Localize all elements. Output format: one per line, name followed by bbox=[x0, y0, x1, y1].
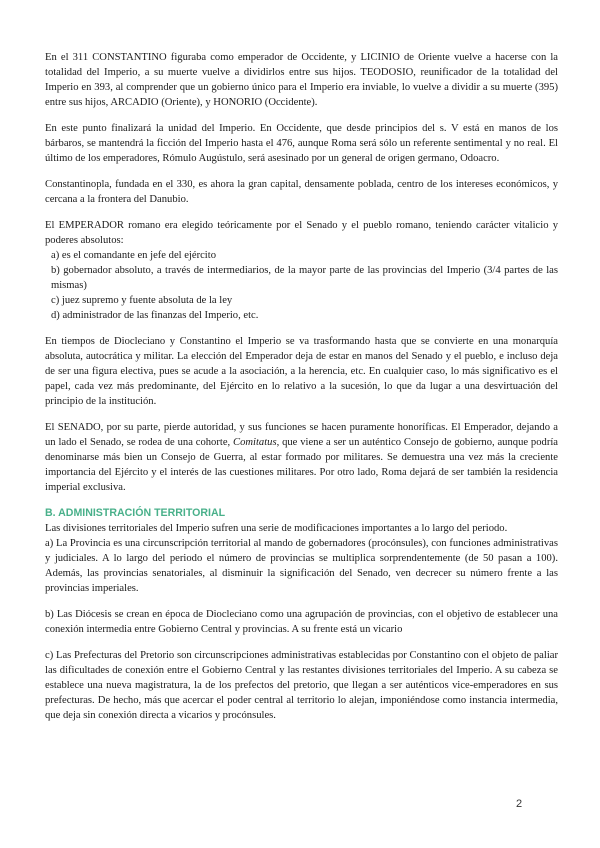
paragraph-constantinopla: Constantinopla, fundada en el 330, es ahora la gran capital, densamente poblada, centro de los intereses económicos, y cercana a la frontera del Danubio. bbox=[45, 179, 558, 205]
paragraph-constantino: En el 311 CONSTANTINO figuraba como emperador de Occidente, y LICINIO de Oriente vuelve a hacerse con la totalidad del Imperio, a su muerte vuelve a dividirlos entre sus hijos. TEODOSIO, reunificador de la totalidad del Imperio en 393, al comprender que un gobierno único para el Imperio era inviable, lo vuelve a dividir a su muerte (395) entre sus hijos, ARCADIO (Oriente), y HONORIO (Occidente). bbox=[45, 52, 558, 108]
list-item: c) juez supremo y fuente absoluta de la ley bbox=[51, 295, 233, 306]
section-intro: Las divisiones territoriales del Imperio sufren una serie de modificaciones importantes a lo largo del periodo. bbox=[45, 523, 508, 534]
page-number: 2 bbox=[516, 798, 523, 810]
paragraph-provincia: a) La Provincia es una circunscripción territorial al mando de gobernadores (procónsules), con funciones administrativas y judiciales. A lo largo del periodo el número de provincias se multiplica sorprendentemente (de 50 pasan a 100). Además, las provincias senatoriales, al disminuir la significación del Senado, ven decrecer su número frente a las provincias imperiales. bbox=[45, 538, 558, 594]
emperador-powers-list bbox=[45, 248, 558, 323]
list-item: d) administrador de las finanzas del Imperio, etc. bbox=[51, 310, 259, 321]
paragraph-fin-unidad: En este punto finalizará la unidad del Imperio. En Occidente, que desde principios del s. V está en manos de los bárbaros, se mantendrá la ficción del Imperio hasta el 476, aunque Roma será sólo un referente sentimental y no real. El último de los emperadores, Rómulo Augústulo, será asesinado por un general de origen germano, Odoacro. bbox=[45, 123, 558, 164]
senado-text-end: , que viene a ser un auténtico Consejo de gobierno, aunque podría denominarse más bien un Consejo de Guerra, al estar formado por militares. Se demuestra una vez más la creciente importancia del Ejército y el interés de las cuestiones militares. Por otro lado, Roma dejará de ser también la residencia imperial exclusiva. bbox=[45, 437, 558, 493]
page-content bbox=[45, 50, 558, 723]
paragraph-senado bbox=[45, 420, 558, 495]
section-heading: B. ADMINISTRACIÓN TERRITORIAL bbox=[45, 507, 226, 519]
paragraph-diocesis: b) Las Diócesis se crean en época de Diocleciano como una agrupación de provincias, con el objetivo de establecer una conexión intermedia entre Gobierno Central y provincias. A su frente está un vicario bbox=[45, 609, 558, 635]
list-item: b) gobernador absoluto, a través de intermediarios, de la mayor parte de las provincias del Imperio (3/4 partes de las mismas) bbox=[51, 265, 558, 291]
senado-text-start: El SENADO, por su parte, pierde autoridad, y sus funciones se hacen puramente honoríficas. El Emperador, dejando a un lado el Senado, se rodea de una cohorte, bbox=[45, 422, 558, 448]
list-item: a) es el comandante en jefe del ejército bbox=[51, 250, 216, 261]
paragraph-diocleciano: En tiempos de Diocleciano y Constantino el Imperio se va trasformando hasta que se convierte en una monarquía absoluta, autocrática y militar. La elección del Emperador deja de estar en manos del Senado y el pueblo, e incluso deja de ser una figura electiva, pues se acude a la asociación, a la herencia, etc. En cualquier caso, lo más significativo es el papel, cada vez más predominante, del Ejército en lo relativo a la sucesión, lo que da lugar a una desvirtuación del principio de la institución. bbox=[45, 336, 558, 407]
paragraph-emperador-intro: El EMPERADOR romano era elegido teóricamente por el Senado y el pueblo romano, teniendo carácter vitalicio y poderes absolutos: bbox=[45, 220, 558, 246]
paragraph-prefecturas: c) Las Prefecturas del Pretorio son circunscripciones administrativas establecidas por Constantino con el objeto de paliar las dificultades de conexión entre el Gobierno Central y las restantes divisiones territoriales del Imperio. A su cabeza se establece una nueva magistratura, la de los prefectos del pretorio, que llegan a ser auténticos vice-emperadores en sus prefecturas. De hecho, más que acercar el poder central al territorio lo alejan, imponiéndose como instancia intermedia, que deja sin conexión directa a vicarios y procónsules. bbox=[45, 650, 558, 721]
comitatus-term: Comitatus bbox=[233, 437, 277, 448]
